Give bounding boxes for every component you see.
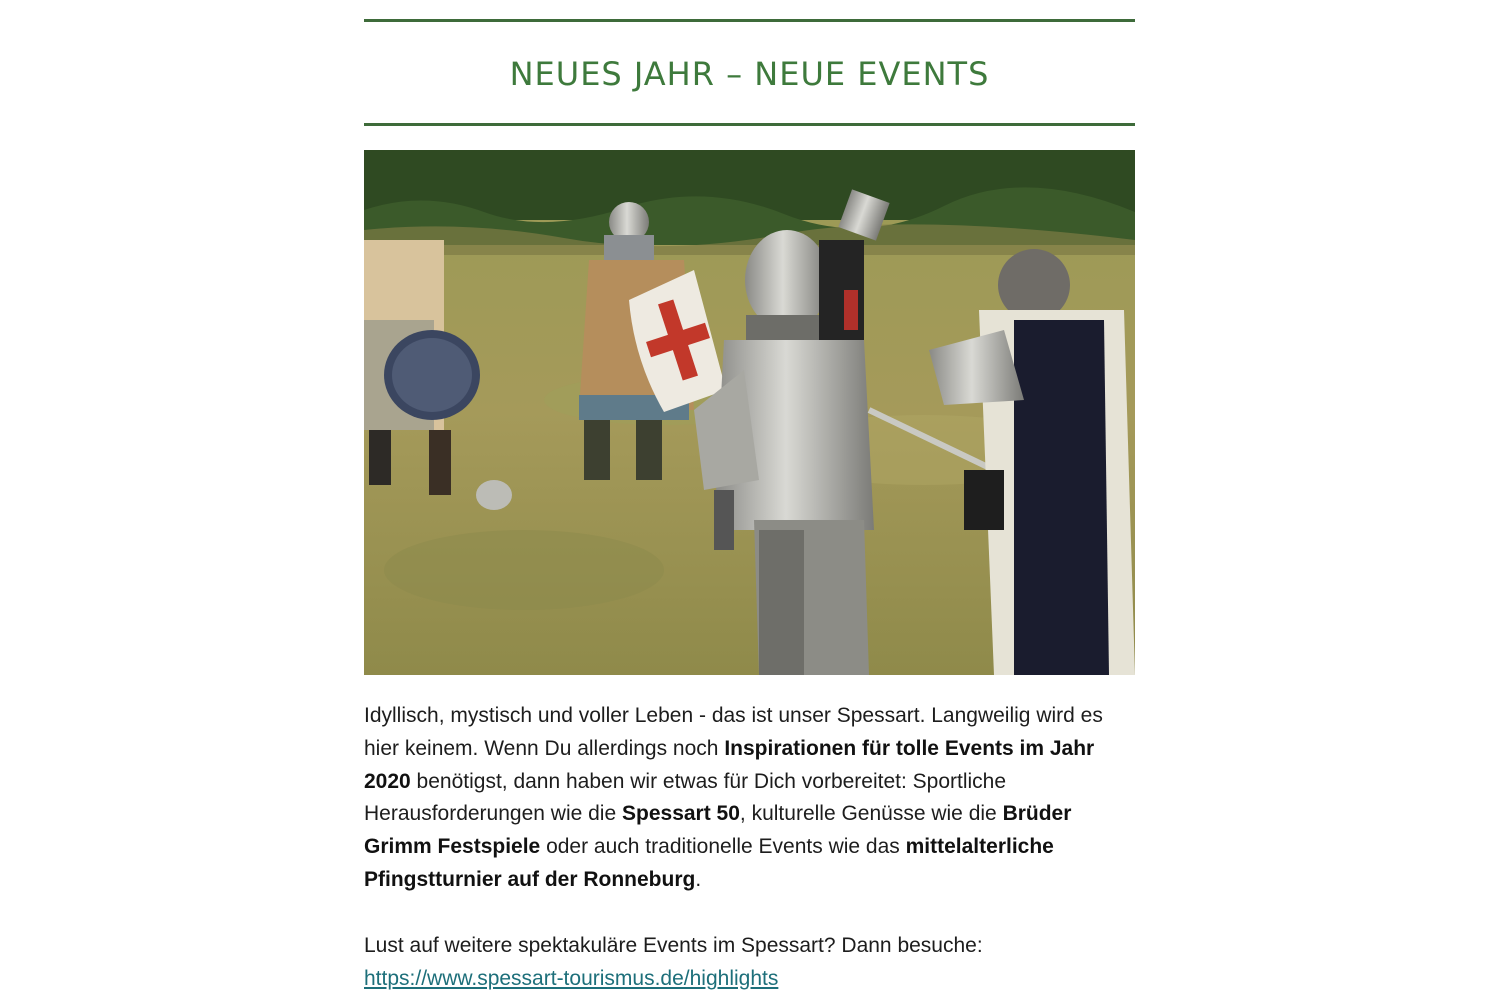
intro-text-5: .	[695, 867, 702, 891]
intro-bold-events-2020: Inspirationen für tolle Events im Jahr 2020	[364, 736, 1095, 793]
intro-text-3: , kulturelle Genüsse wie die	[739, 802, 1003, 826]
bottom-divider	[364, 123, 1135, 126]
intro-text-1: Idyllisch, mystisch und voller Leben - das ist unser Spessart. Langweilig wird es hier keinem. Wenn Du allerdings noch	[364, 704, 1103, 760]
intro-text-2: benötigst, dann haben wir etwas für Dich vorbereitet: Sportliche Herausforderungen wie die	[364, 769, 1007, 826]
top-divider	[364, 19, 1135, 22]
intro-bold-grimm-festspiele: Brüder Grimm Festspiele	[364, 802, 1072, 859]
cta-paragraph	[364, 929, 1135, 995]
cta-text: Lust auf weitere spektakuläre Events im Spessart? Dann besuche:	[364, 934, 983, 957]
intro-text-4: oder auch traditionelle Events wie das	[540, 835, 906, 859]
highlights-link[interactable]: https://www.spessart-tourismus.de/highlights	[364, 967, 779, 990]
section-headline: NEUES JAHR – NEUE EVENTS	[509, 55, 990, 93]
knights-photo	[364, 150, 1135, 675]
intro-bold-spessart-50: Spessart 50	[622, 802, 740, 826]
intro-paragraph	[364, 700, 1135, 897]
intro-bold-pfingstturnier: mittelalterliche Pfingstturnier auf der Ronneburg	[364, 835, 1054, 891]
